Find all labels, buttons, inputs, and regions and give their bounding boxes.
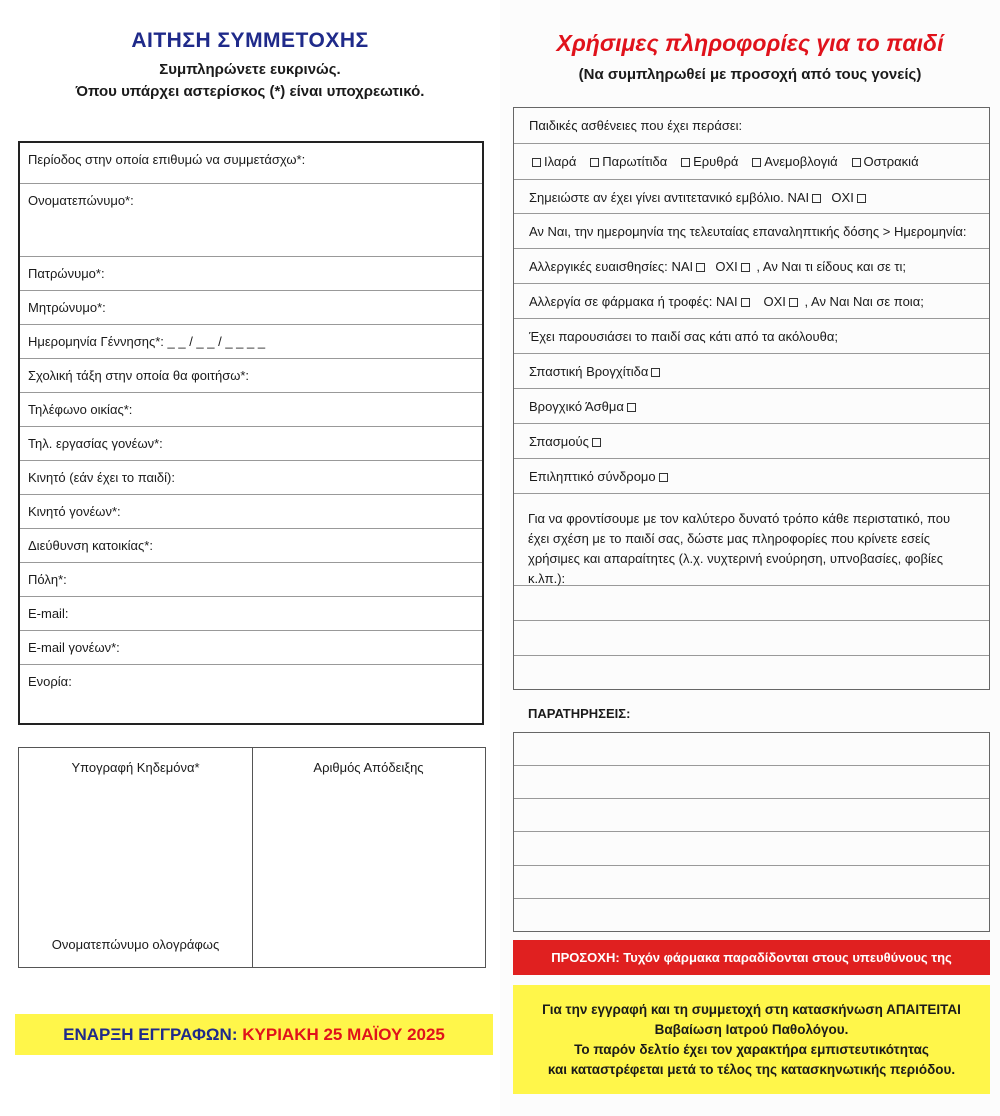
field-birth-date[interactable]: Ημερομηνία Γέννησης*: _ _ / _ _ / _ _ _ _ xyxy=(20,325,482,359)
care-info-line[interactable] xyxy=(514,656,989,691)
child-info-title: Χρήσιμες πληροφορίες για το παιδί xyxy=(556,30,944,56)
tetanus-yes-checkbox[interactable] xyxy=(812,194,821,203)
care-info-line[interactable] xyxy=(514,621,989,656)
drug-allergy-yes-checkbox[interactable] xyxy=(741,298,750,307)
notice-line: Το παρόν δελτίο έχει τον χαρακτήρα εμπιστευτικότητας xyxy=(574,1042,929,1057)
registration-label: ΕΝΑΡΞΗ ΕΓΓΡΑΦΩΝ xyxy=(63,1025,232,1044)
field-parish[interactable]: Ενορία: xyxy=(28,674,72,689)
drug-allergy-no-checkbox[interactable] xyxy=(789,298,798,307)
condition-asthma: Βρογχικό Άσθμα xyxy=(514,389,989,424)
signature-divider xyxy=(252,748,253,967)
tetanus-row: Σημειώστε αν έχει γίνει αντιτετανικό εμβόλιο. ΝΑΙ ΟΧΙ xyxy=(514,180,989,214)
child-info-panel xyxy=(500,0,1000,1116)
disease-checkbox[interactable] xyxy=(852,158,861,167)
care-info-paragraph: Για να φροντίσουμε με τον καλύτερο δυνατό τρόπο κάθε περιστατικό, που έχει σχέση με το παιδί σας, δώστε μας πληροφορίες που κρίνετε εσείς χρήσιμες και απαραίτητες (λ.χ. νυχτερινή ενούρηση, υπνοβασίες, φοβίες κ.λπ.): xyxy=(514,494,989,586)
condition-checkbox[interactable] xyxy=(659,473,668,482)
observations-box xyxy=(513,732,990,932)
condition-checkbox[interactable] xyxy=(651,368,660,377)
form-title: ΑΙΤΗΣΗ ΣΥΜΜΕΤΟΧΗΣ xyxy=(131,29,369,52)
field-child-mobile[interactable]: Κινητό (εάν έχει το παιδί): xyxy=(20,461,482,495)
field-parents-work-phone[interactable]: Τηλ. εργασίας γονέων*: xyxy=(20,427,482,461)
observations-label: ΠΑΡΑΤΗΡΗΣΕΙΣ: xyxy=(528,706,631,721)
condition-checkbox[interactable] xyxy=(592,438,601,447)
medical-info-box xyxy=(513,107,990,690)
notice-line: και καταστρέφεται μετά το τέλος της κατασκηνωτικής περιόδου. xyxy=(547,1062,956,1077)
notice-line: Βαβαίωση Ιατρού Παθολόγου. xyxy=(654,1022,849,1037)
field-parents-email[interactable]: E-mail γονέων*: xyxy=(20,631,482,665)
receipt-number-label: Αριθμός Απόδειξης xyxy=(313,760,424,775)
field-mother-name[interactable]: Μητρώνυμο*: xyxy=(20,291,482,325)
condition-epilepsy: Επιληπτικό σύνδρομο xyxy=(514,459,989,494)
diseases-checklist: Ιλαρά Παρωτίτιδα Ερυθρά Ανεμοβλογιά Οστρακιά xyxy=(514,144,989,180)
observation-line[interactable] xyxy=(514,866,989,899)
field-school-grade[interactable]: Σχολική τάξη στην οποία θα φοιτήσω*: xyxy=(20,359,482,393)
observation-line[interactable] xyxy=(514,733,989,766)
tetanus-no-checkbox[interactable] xyxy=(857,194,866,203)
form-instructions: Συμπληρώνετε ευκρινώς. xyxy=(159,61,341,78)
disease-checkbox[interactable] xyxy=(590,158,599,167)
condition-bronchitis: Σπαστική Βρογχίτιδα xyxy=(514,354,989,389)
allergy-sensitivity-row: Αλλεργικές ευαισθησίες: ΝΑΙ ΟΧΙ , Αν Ναι τι είδους και σε τι; xyxy=(514,249,989,284)
condition-checkbox[interactable] xyxy=(627,403,636,412)
condition-seizures: Σπασμούς xyxy=(514,424,989,459)
observation-line[interactable] xyxy=(514,832,989,866)
form-required-note: Όπου υπάρχει αστερίσκος (*) είναι υποχρεωτικό. xyxy=(75,83,425,100)
observation-line[interactable] xyxy=(514,899,989,931)
childhood-diseases-label: Παιδικές ασθένειες που έχει περάσει: xyxy=(514,108,989,144)
medical-certificate-notice xyxy=(513,985,990,1094)
personal-details-box xyxy=(18,141,484,725)
field-home-phone[interactable]: Τηλέφωνο οικίας*: xyxy=(20,393,482,427)
registration-separator: : xyxy=(231,1025,238,1044)
care-info-line[interactable] xyxy=(514,586,989,621)
field-parents-mobile[interactable]: Κινητό γονέων*: xyxy=(20,495,482,529)
signature-box xyxy=(18,747,486,968)
field-address[interactable]: Διεύθυνση κατοικίας*: xyxy=(20,529,482,563)
allergy-no-checkbox[interactable] xyxy=(741,263,750,272)
field-email[interactable]: E-mail: xyxy=(20,597,482,631)
allergy-drugs-row: Αλλεργία σε φάρμακα ή τροφές: ΝΑΙ ΟΧΙ , Αν Ναι Ναι σε ποια; xyxy=(514,284,989,319)
disease-checkbox[interactable] xyxy=(681,158,690,167)
fullname-handwritten-label: Ονοματεπώνυμο ολογράφως xyxy=(51,937,220,952)
medication-warning-banner: ΠΡΟΣΟΧΗ: Τυχόν φάρμακα παραδίδονται στους υπευθύνους της xyxy=(513,940,990,975)
registration-start-banner xyxy=(15,1014,493,1055)
disease-checkbox[interactable] xyxy=(532,158,541,167)
field-city[interactable]: Πόλη*: xyxy=(20,563,482,597)
allergy-yes-checkbox[interactable] xyxy=(696,263,705,272)
field-period[interactable]: Περίοδος στην οποία επιθυμώ να συμμετάσχω*: xyxy=(20,143,482,184)
guardian-signature-label: Υπογραφή Κηδεμόνα* xyxy=(71,760,200,775)
conditions-question: Έχει παρουσιάσει το παιδί σας κάτι από τα ακόλουθα; xyxy=(514,319,989,354)
booster-date-row[interactable]: Αν Ναι, την ημερομηνία της τελευταίας επαναληπτικής δόσης > Ημερομηνία: xyxy=(514,214,989,249)
field-full-name[interactable]: Ονοματεπώνυμο*: xyxy=(20,184,482,257)
observation-line[interactable] xyxy=(514,766,989,799)
observation-line[interactable] xyxy=(514,799,989,832)
notice-line: Για την εγγραφή και τη συμμετοχή στη κατασκήνωση ΑΠΑΙΤΕΙΤΑΙ xyxy=(542,1002,961,1017)
child-info-subtitle: (Να συμπληρωθεί με προσοχή από τους γονείς) xyxy=(578,66,922,83)
field-father-name[interactable]: Πατρώνυμο*: xyxy=(20,257,482,291)
registration-date: ΚΥΡΙΑΚΗ 25 ΜΑΪΟΥ 2025 xyxy=(242,1025,445,1044)
disease-checkbox[interactable] xyxy=(752,158,761,167)
